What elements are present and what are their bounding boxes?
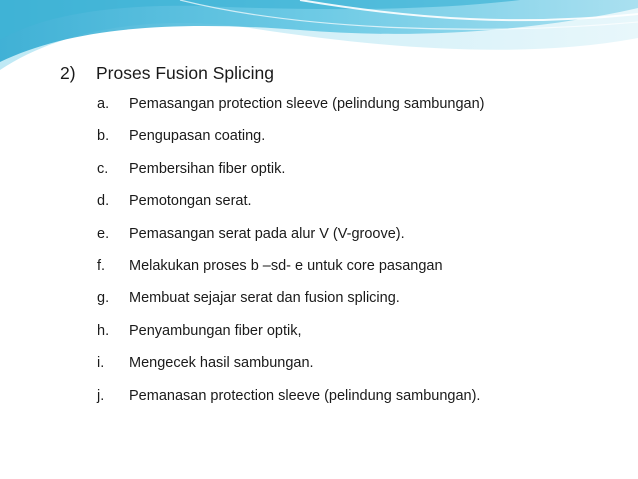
item-letter: i. [97,355,105,372]
item-letter: e. [97,225,110,242]
item-text: Membuat sejajar serat dan fusion splicing. [129,290,400,307]
list-item [97,290,484,322]
list-item [97,258,484,290]
item-letter: d. [97,193,110,210]
section-number: 2) [60,63,76,83]
item-text: Penyambungan fiber optik, [129,322,302,339]
item-letter: j. [97,387,105,404]
step-list [97,96,484,420]
item-text: Mengecek hasil sambungan. [129,355,314,372]
item-letter: h. [97,322,110,339]
item-letter: a. [97,96,110,112]
item-text: Pemasangan protection sleeve (pelindung sambungan) [129,96,485,112]
item-text: Pembersihan fiber optik. [129,160,286,177]
item-text: Pemasangan serat pada alur V (V-groove). [129,225,405,242]
item-text: Pengupasan coating. [129,128,266,145]
list-item [97,323,484,355]
list-item [97,355,484,387]
list-item [97,161,484,193]
item-text: Pemanasan protection sleeve (pelindung sambungan). [129,387,481,404]
list-item [97,226,484,258]
section-title: Proses Fusion Splicing [96,63,274,83]
list-item [97,388,484,420]
section-heading [60,63,274,84]
item-letter: c. [97,160,109,177]
item-letter: g. [97,290,110,307]
item-letter: b. [97,128,110,145]
item-text: Pemotongan serat. [129,193,252,210]
list-item [97,193,484,225]
item-text: Melakukan proses b –sd- e untuk core pasangan [129,257,443,274]
list-item [97,96,484,128]
item-letter: f. [97,257,106,274]
list-item [97,128,484,160]
